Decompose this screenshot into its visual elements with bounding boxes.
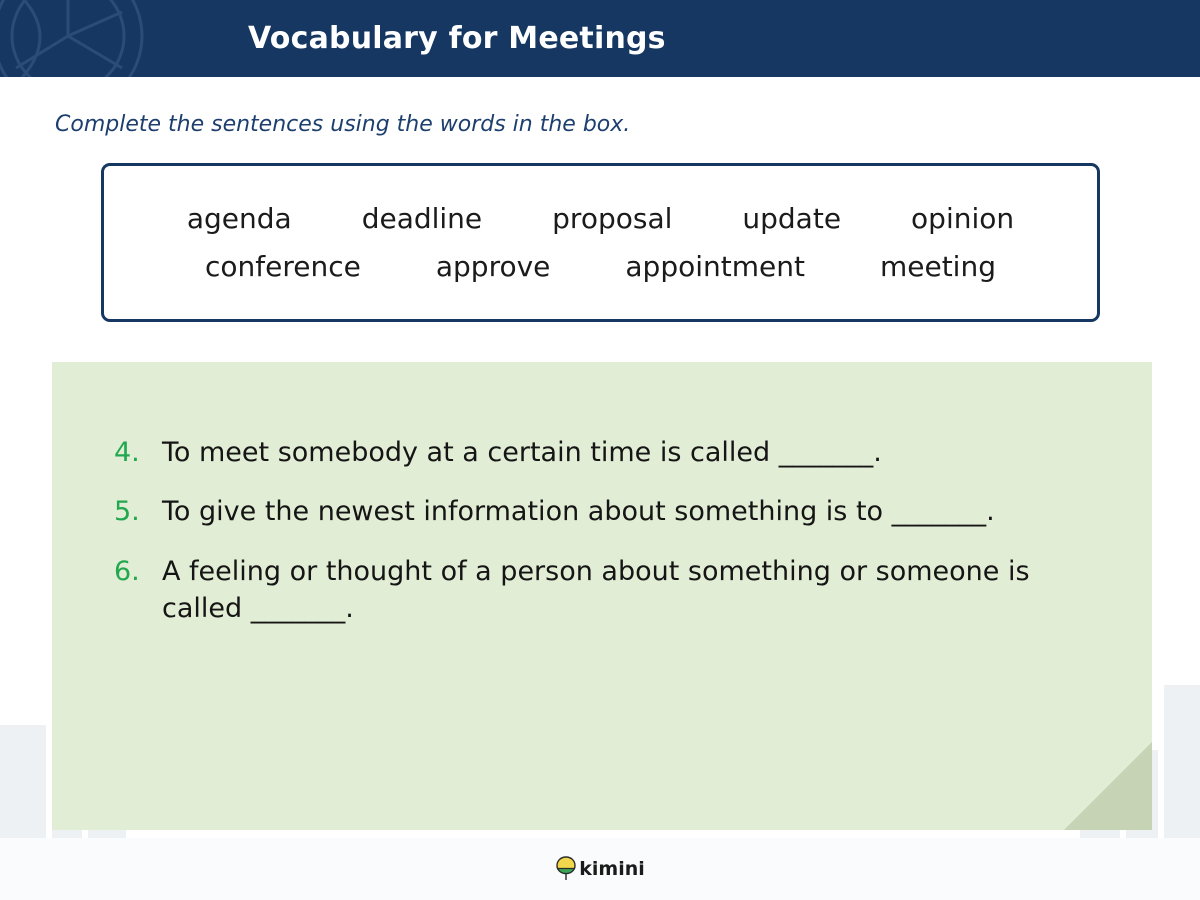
word-bank-item: update: [742, 201, 842, 235]
logo-text: kimini: [579, 858, 645, 880]
list-item: [114, 553, 1104, 628]
word-bank-item: agenda: [186, 201, 292, 235]
word-bank-item: appointment: [625, 249, 805, 283]
header-logo-decoration: [0, 0, 187, 77]
word-bank-item: meeting: [879, 249, 996, 283]
word-bank-box: [101, 163, 1100, 322]
item-text: To give the newest information about something is to _______.: [162, 496, 995, 528]
list-item: [114, 434, 1104, 471]
page-title: Vocabulary for Meetings: [248, 21, 666, 56]
word-bank-item: proposal: [552, 201, 673, 235]
word-bank-item: approve: [435, 249, 551, 283]
balloon-icon: [555, 856, 577, 882]
exercise-list: [114, 434, 1104, 649]
item-number: 4.: [114, 437, 140, 468]
item-number: 5.: [114, 496, 140, 528]
item-number: 6.: [114, 555, 140, 587]
page-header: [0, 0, 1200, 77]
word-bank-item: conference: [205, 249, 361, 283]
instruction-text: Complete the sentences using the words in the box.: [55, 112, 631, 137]
page-footer: [0, 838, 1200, 900]
item-text: To meet somebody at a certain time is called _______.: [162, 437, 882, 468]
word-bank-item: opinion: [911, 201, 1015, 235]
word-bank-row: [104, 195, 1097, 243]
exercise-panel: [52, 362, 1152, 830]
word-bank-row: [104, 243, 1097, 291]
word-bank-item: deadline: [361, 201, 483, 235]
list-item: [114, 493, 1104, 530]
kimini-logo: [555, 856, 645, 882]
item-text: A feeling or thought of a person about something or someone is called _______.: [162, 555, 1030, 624]
page-fold-shadow: [1064, 742, 1152, 830]
